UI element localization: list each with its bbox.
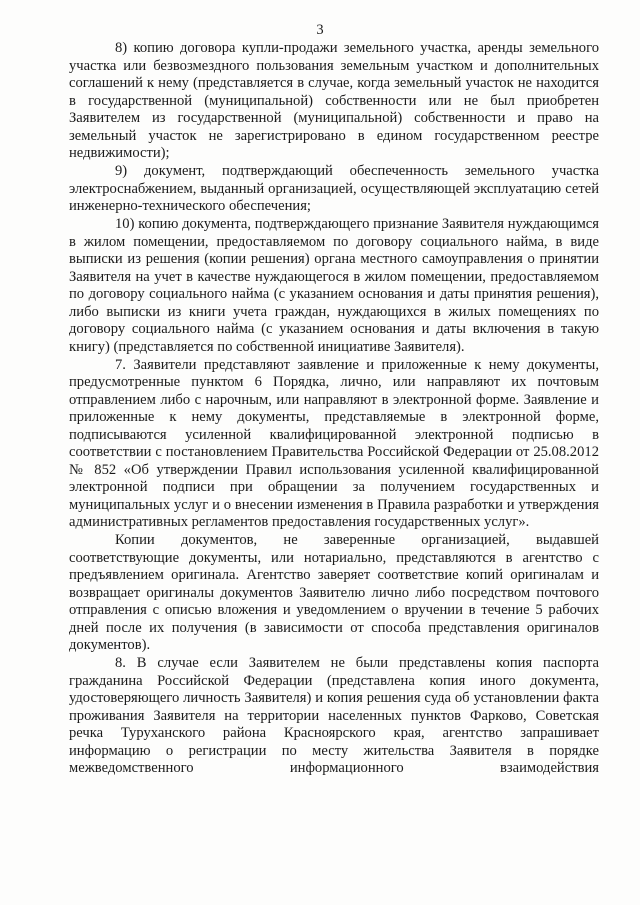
paragraph-item-9: 9) документ, подтверждающий обеспеченность земельного участка электроснабжением, выданный организацией, осуществляющей эксплуатацию сетей инженерно-технического обеспечения; (69, 163, 599, 214)
page-number: 3 (316, 22, 324, 38)
paragraph-item-8: 8) копию договора купли-продажи земельного участка, аренды земельного участка или безвозмездного пользования земельным участком и дополнительных соглашений к нему (представляется в случае, когда земельный участок не находится в государственной (муниципальной) собственности или не был приобретен Заявителем из государственной (муниципальной) собственности и право на земельный участок не зарегистрировано в едином государственном реестре недвижимости); (69, 40, 599, 161)
paragraph-clause-7: 7. Заявители представляют заявление и приложенные к нему документы, предусмотренные пунктом 6 Порядка, лично, или направляют их почтовым отправлением либо с нарочным, или направляют в электронной форме. Заявление и приложенные к нему документы, представляемые в электронной форме, подписываются усиленной квалифицированной электронной подписью в соответствии с постановлением Правительства Российской Федерации от 25.08.2012 № 852 «Об утверждении Правил использования усиленной квалифицированной электронной подписи при обращении за получением государственных и муниципальных услуг и о внесении изменения в Правила разработки и утверждения административных регламентов предоставления государственных услуг». (69, 356, 599, 530)
paragraph-copies: Копии документов, не заверенные организацией, выдавшей соответствующие документы, или нотариально, представляются в агентство с предъявлением оригинала. Агентство заверяет соответствие копий оригиналам и возвращает оригиналы документов Заявителю лично либо посредством почтового отправления с описью вложения и уведомлением о вручении в течение 5 рабочих дней после их получения (в зависимости от способа представления оригиналов документов). (69, 532, 599, 653)
document-body (69, 40, 599, 778)
paragraph-item-10: 10) копию документа, подтверждающего признание Заявителя нуждающимся в жилом помещении, предоставляемом по договору социального найма, в виде выписки из решения (копии решения) органа местного самоуправления о принятии Заявителя на учет в качестве нуждающегося в жилом помещении, предоставляемом по договору социального найма (с указанием основания и даты принятия решения), либо выписки из книги учета граждан, нуждающихся в жилых помещениях по договору социального найма (с указанием основания и даты включения в такую книгу) (представляется по собственной инициативе Заявителя). (69, 216, 599, 355)
paragraph-clause-8: 8. В случае если Заявителем не были представлены копия паспорта гражданина Российской Федерации (представлена копия иного документа, удостоверяющего личность Заявителя) и копия решения суда об установлении факта проживания Заявителя на территории населенных пунктов Фарково, Советская речка Туруханского района Красноярского края, агентство запрашивает информацию о регистрации по месту жительства Заявителя в порядке межведомственного информационного взаимодействия (69, 655, 599, 776)
